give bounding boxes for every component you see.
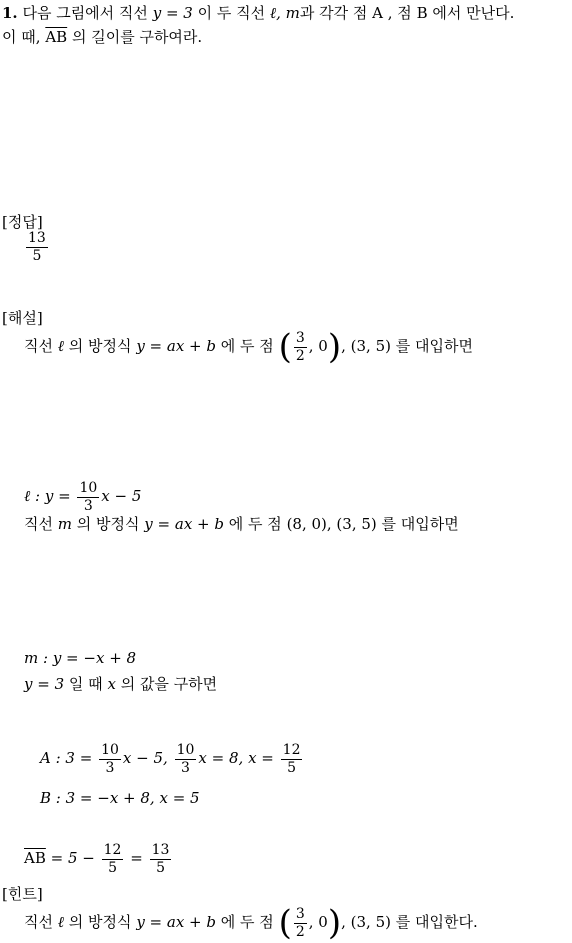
problem-line-1 xyxy=(2,3,514,23)
hint-text: 를 대입한다. xyxy=(395,913,478,931)
problem-text: 의 길이를 구하여라. xyxy=(71,28,203,46)
equation: m : y = −x + 8 xyxy=(24,649,137,667)
point-b-calculation xyxy=(40,788,200,808)
fraction xyxy=(150,842,172,877)
solution-step-1 xyxy=(24,326,473,366)
line-l-equation xyxy=(24,476,141,516)
numerator: 10 xyxy=(176,741,195,758)
solution-text: 를 대입하면 xyxy=(381,515,459,533)
right-paren: ) xyxy=(327,327,342,367)
solution-text: 의 방정식 xyxy=(68,337,132,355)
denominator: 2 xyxy=(295,923,305,940)
numerator: 12 xyxy=(282,741,301,758)
solution-text: 직선 xyxy=(24,337,53,355)
segment-ab: $\overline{AB}$ xyxy=(24,849,46,867)
denominator: 3 xyxy=(83,497,93,514)
denominator: 5 xyxy=(32,248,42,264)
denominator: 5 xyxy=(156,859,165,876)
ab-length-calculation xyxy=(24,838,173,878)
equation: y = ax + b xyxy=(136,913,216,931)
equals: = xyxy=(130,849,143,867)
equation: y = 3 xyxy=(24,675,65,693)
slope-fraction xyxy=(77,480,99,515)
denominator: 3 xyxy=(181,759,190,776)
denominator: 2 xyxy=(295,347,305,364)
hint-header: [힌트] xyxy=(2,885,43,903)
fraction xyxy=(281,742,303,777)
equation: y = ax + b xyxy=(136,337,216,355)
hint-text-line xyxy=(24,902,478,942)
equation: y = ax + b xyxy=(144,515,224,533)
numerator: 12 xyxy=(103,841,122,858)
numerator: 10 xyxy=(101,741,119,758)
fraction xyxy=(99,742,121,777)
numerator: 10 xyxy=(79,479,98,496)
numerator: 3 xyxy=(295,329,305,346)
numerator: 3 xyxy=(295,905,305,922)
solution-text: 를 대입하면 xyxy=(395,337,473,355)
left-paren: ( xyxy=(278,327,292,367)
point-rest: , 0 xyxy=(308,913,328,931)
equation: x − 5 xyxy=(101,487,142,505)
equation: B : 3 = −x + 8, x = 5 xyxy=(40,789,200,807)
problem-text: 이 때, xyxy=(2,28,41,46)
line-m-symbol: m xyxy=(57,515,72,533)
problem-line-2 xyxy=(2,27,202,47)
numerator: 13 xyxy=(28,230,46,246)
equation: ℓ : y = xyxy=(24,487,71,505)
left-paren: ( xyxy=(278,903,292,943)
fraction xyxy=(102,842,124,877)
solution-step-2 xyxy=(24,514,459,534)
point-2: , (3, 5) xyxy=(341,337,391,355)
equation: A : 3 = xyxy=(40,749,93,767)
problem-text: 과 각각 점 A , 점 B 에서 만난다. xyxy=(299,4,515,22)
line-l-symbol: ℓ xyxy=(57,913,65,931)
right-paren: ) xyxy=(327,903,342,943)
answer-fraction xyxy=(26,230,48,265)
hint-text: 의 방정식 xyxy=(68,913,132,931)
denominator: 5 xyxy=(108,859,118,876)
problem-equation: y = 3 xyxy=(152,4,193,22)
hint-text: 직선 xyxy=(24,913,53,931)
answer-header: [정답] xyxy=(2,213,43,231)
point-fraction xyxy=(294,906,307,941)
answer-value xyxy=(24,230,50,265)
solution-text: 직선 xyxy=(24,515,53,533)
equation: x − 5, xyxy=(122,749,168,767)
denominator: 5 xyxy=(287,759,297,776)
segment-ab: $\overline{AB}$ xyxy=(45,28,68,46)
fraction xyxy=(175,742,197,777)
problem-text: 이 두 직선 xyxy=(197,4,266,22)
solution-step-3 xyxy=(24,674,217,694)
problem-lines: ℓ, m xyxy=(269,4,300,22)
variable-x: x xyxy=(107,675,116,693)
line-m-equation xyxy=(24,648,136,668)
solution-text: 일 때 xyxy=(68,675,103,693)
solution-text: 에 두 점 xyxy=(228,515,282,533)
point-rest: , 0 xyxy=(308,337,328,355)
hint-text: 에 두 점 xyxy=(220,913,274,931)
problem-number: 1. xyxy=(2,4,18,22)
numerator: 13 xyxy=(151,841,170,858)
point-2: , (3, 5) xyxy=(341,913,391,931)
solution-text: 에 두 점 xyxy=(220,337,274,355)
solution-header: [해설] xyxy=(2,309,43,327)
point-fraction xyxy=(294,330,307,365)
line-l-symbol: ℓ xyxy=(57,337,65,355)
problem-text: 다음 그림에서 직선 xyxy=(22,4,148,22)
points: (8, 0), (3, 5) xyxy=(286,515,377,533)
solution-text: 의 방정식 xyxy=(76,515,140,533)
denominator: 3 xyxy=(105,759,115,776)
solution-text: 의 값을 구하면 xyxy=(120,675,218,693)
equation: x = 8, x = xyxy=(198,749,274,767)
equation: = 5 − xyxy=(50,849,95,867)
point-a-calculation xyxy=(40,738,304,778)
